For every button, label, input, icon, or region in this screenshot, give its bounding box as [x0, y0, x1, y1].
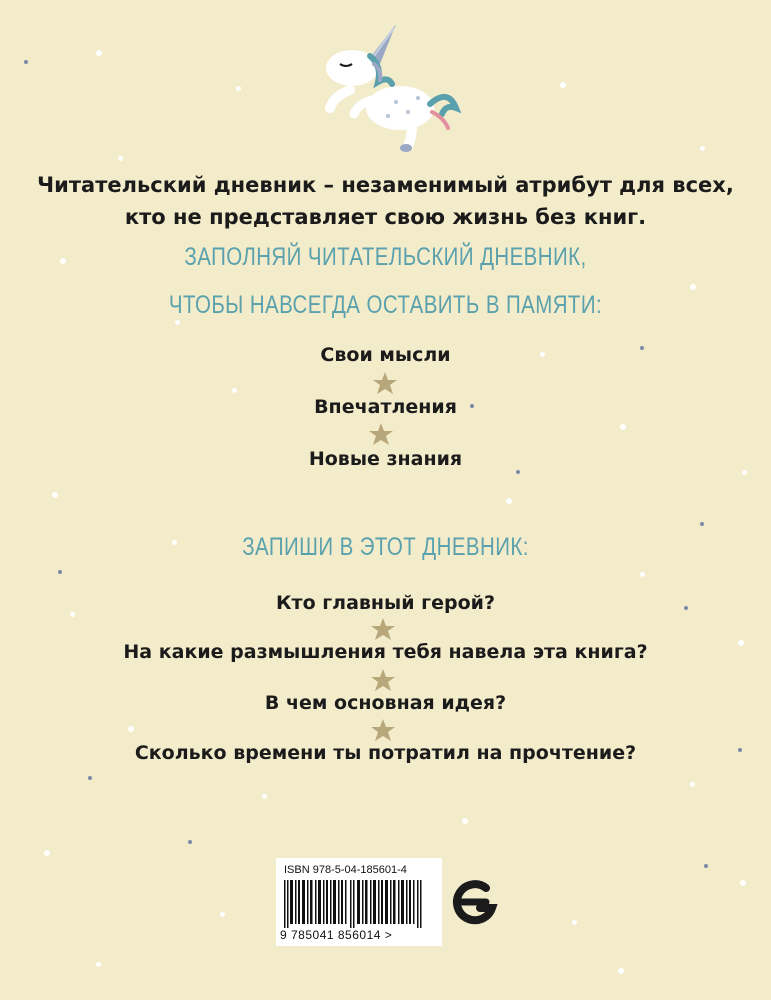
unicorn-illustration: [300, 20, 480, 160]
section1-item: Впечатления: [314, 396, 457, 418]
star-icon: [370, 718, 396, 742]
isbn-label: ISBN 978-5-04-185601-4: [284, 864, 407, 876]
intro-line-1: Читательский дневник – незаменимый атрибут для всех,: [37, 173, 734, 197]
section1-item: Свои мысли: [320, 344, 451, 366]
star-icon: [370, 617, 396, 641]
star-icon: [372, 371, 398, 395]
star-icon: [370, 668, 396, 692]
section2-item: Сколько времени ты потратил на прочтение?: [134, 742, 637, 764]
section2-item: В чем основная идея?: [264, 692, 507, 714]
barcode-digits: 9 785041 856014 >: [280, 928, 393, 942]
section1-item: Новые знания: [308, 448, 463, 470]
publisher-logo-icon: [452, 876, 498, 926]
section1-heading-line-2: ЧТОБЫ НАВСЕГДА ОСТАВИТЬ В ПАМЯТИ:: [168, 291, 603, 319]
section2-item: Кто главный герой?: [276, 592, 495, 614]
star-icon: [368, 422, 394, 446]
section2-heading: ЗАПИШИ В ЭТОТ ДНЕВНИК:: [242, 533, 529, 561]
barcode-bars: [284, 880, 434, 928]
intro-line-2: кто не представляет свою жизнь без книг.: [124, 205, 647, 229]
section2-item: На какие размышления тебя навела эта книга?: [123, 641, 648, 663]
section1-heading-line-1: ЗАПОЛНЯЙ ЧИТАТЕЛЬСКИЙ ДНЕВНИК,: [184, 243, 587, 271]
barcode: [276, 858, 442, 946]
